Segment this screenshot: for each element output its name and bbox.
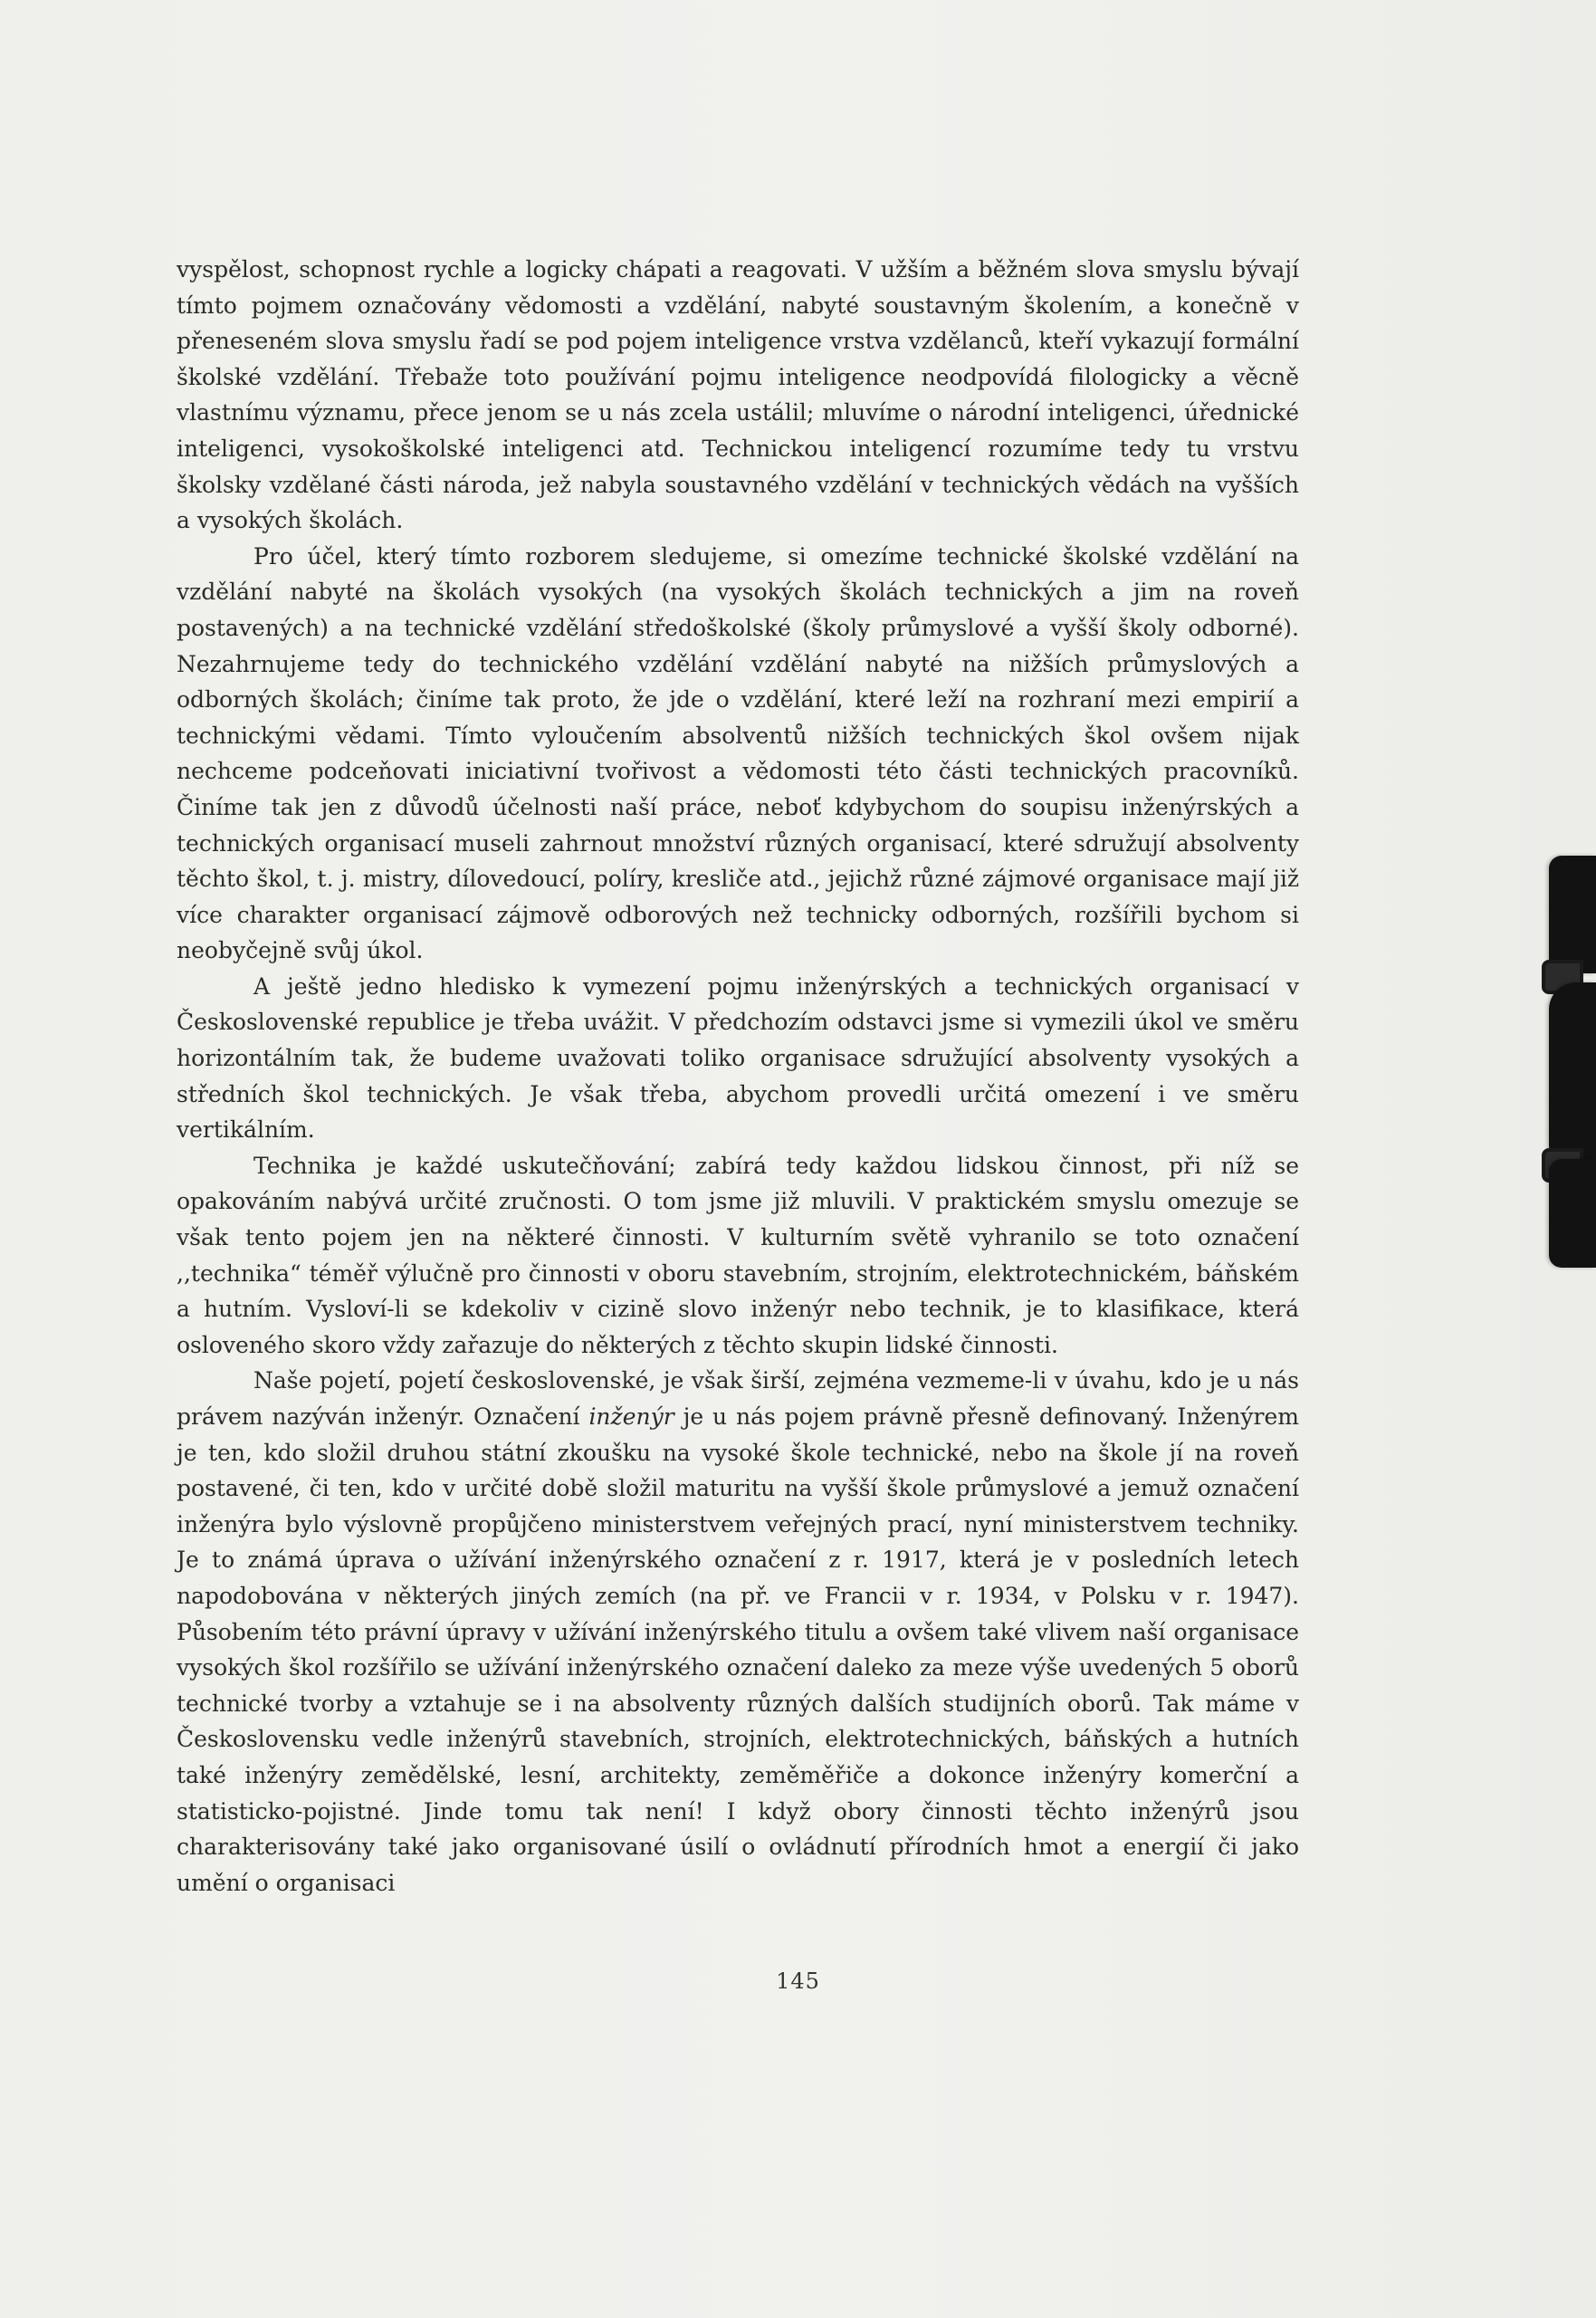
- paragraph-5-start: Naše pojetí, pojetí československé, je však širší, zejména vezmeme-li v úvahu, kdo je u nás právem nazýván inženýr. Označení: [177, 1367, 1299, 1430]
- binder-clip-icon: [1549, 1159, 1596, 1268]
- body-text: [177, 252, 1299, 1901]
- paragraph-4: Technika je každé uskutečňování; zabírá tedy každou lidskou činnost, při níž se opakováním nabývá určité zručnosti. O tom jsme již mluvili. V praktickém smyslu omezuje se však tento pojem jen na některé činnosti. V kulturním světě vyhranilo se toto označení ,,technika“ téměř výlučně pro činnosti v oboru stavebním, strojním, elektrotechnickém, báňském a hutním. Vysloví-li se kdekoliv v cizině slovo inženýr nebo technik, je to klasifikace, která osloveného skoro vždy zařazuje do některých z těchto skupin lidské činnosti.: [177, 1152, 1299, 1358]
- paragraph-2: Pro účel, který tímto rozborem sledujeme, si omezíme technické školské vzdělání na vzdělání nabyté na školách vysokých (na vysokých školách technických a jim na roveň postavených) a na technické vzdělání středoškolské (školy průmyslové a vyšší školy odborné). Nezahrnujeme tedy do technického vzdělání vzdělání nabyté na nižších průmyslových a odborných školách; činíme tak proto, že jde o vzdělání, které leží na rozhraní mezi empirií a technickými vědami. Tímto vyloučením absolventů nižších technických škol ovšem nijak nechceme podceňovati iniciativní tvořivost a vědomosti této části technických pracovníků. Činíme tak jen z důvodů účelnosti naší práce, neboť kdybychom do soupisu inženýrských a technických organisací museli zahrnout množství různých organisací, které sdružují absolventy těchto škol, t. j. mistry, dílovedoucí, políry, kresliče atd., jejichž různé zájmové organisace mají již více charakter organisací zájmově odborových než technicky odborných, rozšířili bychom si neobyčejně svůj úkol.: [177, 542, 1299, 964]
- page-number: 145: [776, 1968, 820, 1994]
- paragraph-5-rest: je u nás pojem právně přesně definovaný. Inženýrem je ten, kdo složil druhou státní zkoušku na vysoké škole technické, nebo na škole jí na roveň postavené, či ten, kdo v určité době složil maturitu na vyšší škole průmyslové a jemuž označení inženýra bylo výslovně propůjčeno ministerstvem veřejných prací, nyní ministerstvem techniky. Je to známá úprava o užívání inženýrského označení z r. 1917, která je v posledních letech napodobována v některých jiných zemích (na př. ve Francii v r. 1934, v Polsku v r. 1947). Působením této právní úpravy v užívání inženýrského titulu a ovšem také vlivem naší organisace vysokých škol rozšířilo se užívání inženýrského označení daleko za meze výše uvedených 5 oborů technické tvorby a vztahuje se i na absolventy různých dalších studijních oborů. Tak máme v Československu vedle inženýrů stavebních, strojních, elektrotechnických, báňských a hutních také inženýry zemědělské, lesní, architekty, zeměměřiče a dokonce inženýry komerční a statisticko-pojistné. Jinde tomu tak není! I když obory činnosti těchto inženýrů jsou charakterisovány také jako organisované úsilí o ovládnutí přírodních hmot a energií či jako umění o organisaci: [177, 1403, 1299, 1896]
- paragraph-3: A ještě jedno hledisko k vymezení pojmu inženýrských a technických organisací v Československé republice je třeba uvážit. V předchozím odstavci jsme si vymezili úkol ve směru horizontálním tak, že budeme uvažovati toliko organisace sdružující absolventy vysokých a středních škol technických. Je však třeba, abychom provedli určitá omezení i ve směru vertikálním.: [177, 972, 1299, 1144]
- binder-clip-icon: [1549, 982, 1596, 1173]
- binder-clip-icon: [1549, 856, 1596, 973]
- emphasis-inzenyr: inženýr: [588, 1403, 674, 1430]
- paragraph-5: [177, 1363, 1299, 1901]
- paragraph-1: vyspělost, schopnost rychle a logicky chápati a reagovati. V užším a běžném slova smyslu bývají tímto pojmem označovány vědomosti a vzdělání, nabyté soustavným školením, a konečně v přeneseném slova smyslu řadí se pod pojem inteligence vrstva vzdělanců, kteří vykazují formální školské vzdělání. Třebaže toto používání pojmu inteligence neodpovídá filologicky a věcně vlastnímu významu, přece jenom se u nás zcela ustálil; mluvíme o národní inteligenci, úřednické inteligenci, vysokoškolské inteligenci atd. Technickou inteligencí rozumíme tedy tu vrstvu školsky vzdělané části národa, jež nabyla soustavného vzdělání v technických vědách na vyšších a vysokých školách.: [177, 256, 1299, 534]
